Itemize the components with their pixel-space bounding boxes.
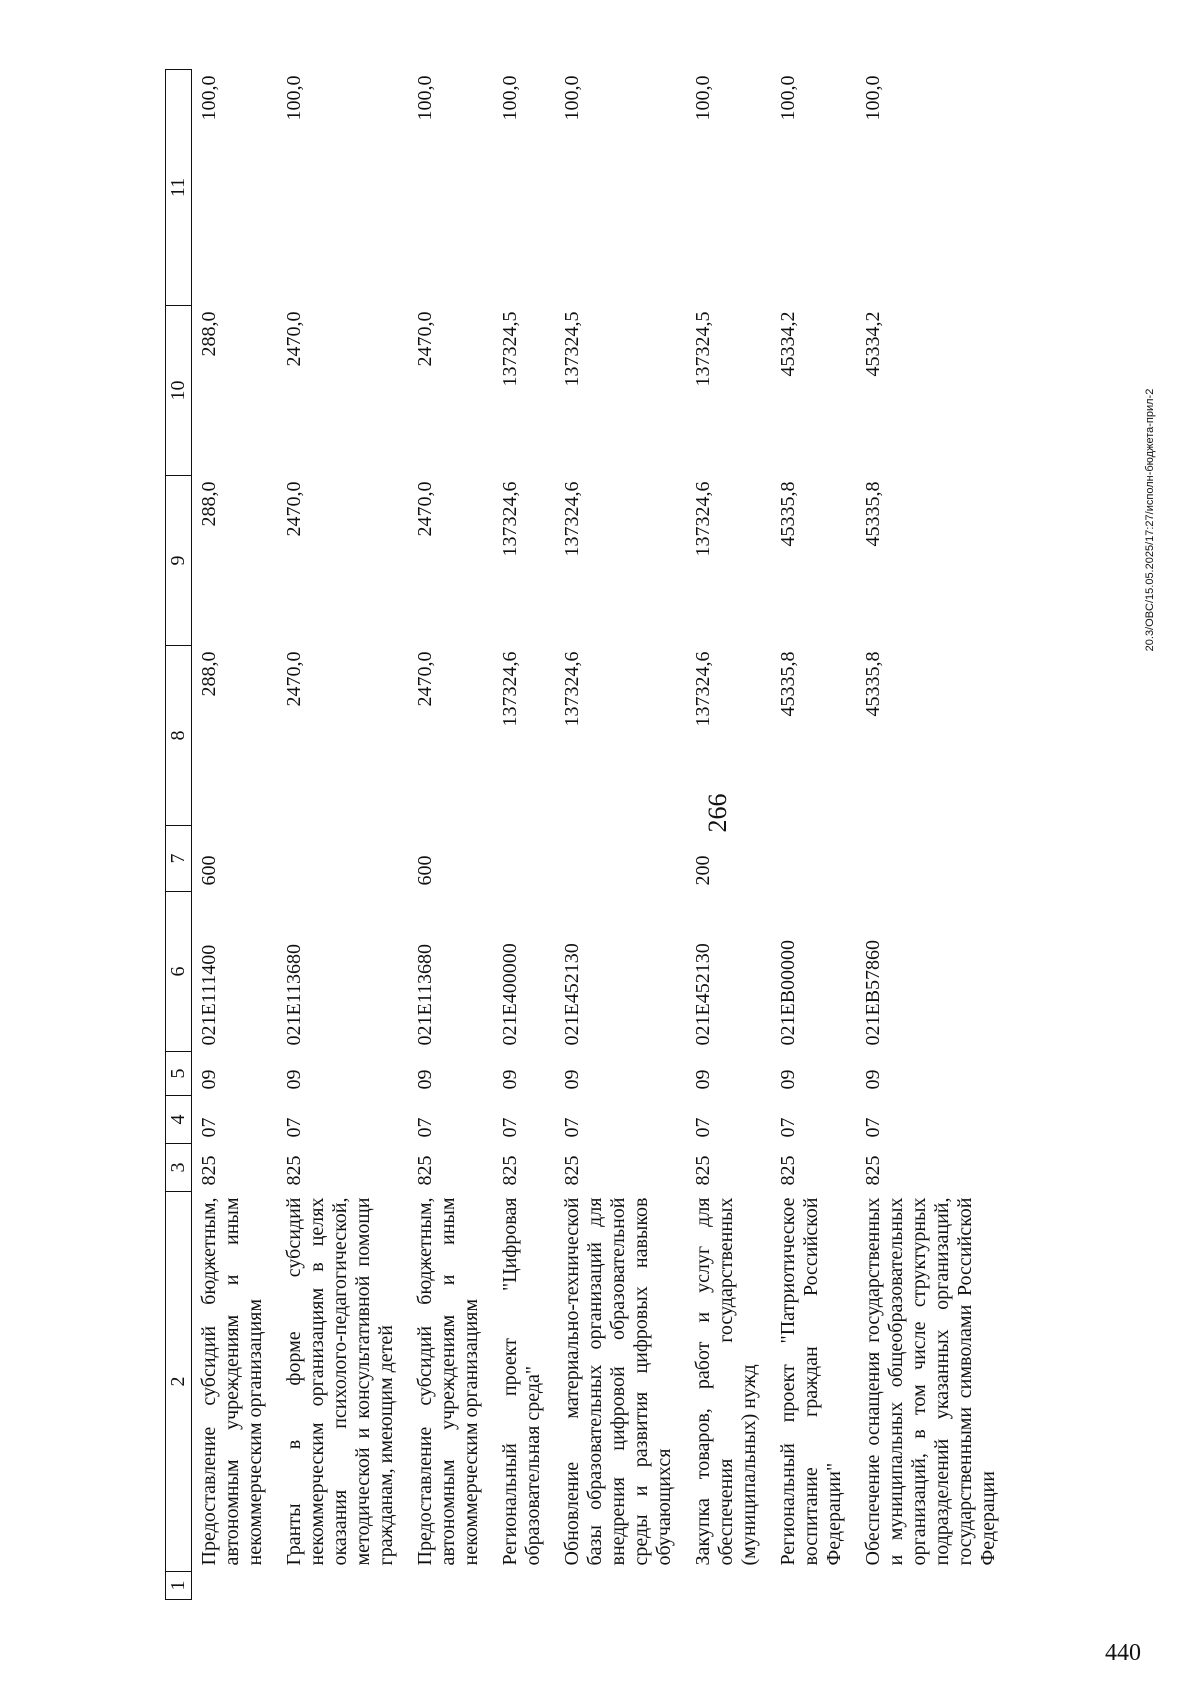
cell-col6: 021E113680 — [414, 944, 436, 1046]
cell-col7: 200 — [692, 855, 714, 886]
header-cell: 2 — [166, 1192, 192, 1572]
cell-col4: 07 — [777, 1117, 799, 1138]
cell-col11: 100,0 — [283, 75, 305, 121]
cell-col11: 100,0 — [692, 75, 714, 121]
cell-col11: 100,0 — [198, 75, 220, 121]
cell-col6: 021E400000 — [499, 943, 521, 1046]
row-description: Предоставление субсидий бюджетным, автономным учреждениям и иным некоммерческим организациям — [198, 1197, 266, 1566]
cell-col11: 100,0 — [777, 75, 799, 121]
row-description: Обеспечение оснащения государственных и муниципальных общеобразовательных организаций, в том числе структурных подразделений указанных организаций, государственными символами Российской Федерации — [862, 1197, 999, 1566]
cell-col5: 09 — [692, 1069, 714, 1090]
cell-col7 — [856, 826, 1010, 892]
cell-col7: 600 — [414, 855, 436, 886]
cell-col11: 100,0 — [499, 75, 521, 121]
cell-col10: 137324,5 — [561, 311, 583, 387]
table-row — [493, 70, 555, 1600]
table-row — [555, 70, 686, 1600]
cell-col5: 09 — [283, 1069, 305, 1090]
header-cell: 8 — [166, 646, 192, 826]
cell-col10: 2470,0 — [283, 311, 305, 367]
cell-col3: 825 — [198, 1155, 220, 1186]
header-cell: 7 — [166, 826, 192, 892]
budget-table-rotated — [165, 70, 999, 1600]
document-footer-code: 20.3/OBC/15.05.2025/17:27/исполн-бюджета-прил-2 — [1144, 388, 1156, 652]
header-cell: 10 — [166, 306, 192, 476]
cell-col4: 07 — [561, 1117, 583, 1138]
header-cell: 11 — [166, 70, 192, 306]
cell-col8: 137324,6 — [692, 651, 714, 727]
cell-col4: 07 — [414, 1117, 436, 1138]
cell-col7: 600 — [198, 855, 220, 886]
cell-col6: 021E452130 — [692, 943, 714, 1046]
cell-col6: 021EB00000 — [777, 939, 799, 1046]
cell-col4: 07 — [862, 1117, 884, 1138]
cell-col8: 2470,0 — [283, 651, 305, 707]
cell-col9: 45335,8 — [862, 481, 884, 547]
cell-col3: 825 — [283, 1155, 305, 1186]
header-cell: 6 — [166, 892, 192, 1052]
cell-col8: 2470,0 — [414, 651, 436, 707]
cell-col7 — [555, 826, 686, 892]
row-description: Предоставление субсидий бюджетным, автономным учреждениям и иным некоммерческим организациям — [414, 1197, 482, 1566]
cell-col7 — [771, 826, 856, 892]
cell-col9: 2470,0 — [414, 481, 436, 537]
cell-col8: 137324,6 — [561, 651, 583, 727]
row-description: Региональный проект "Патриотическое воспитание граждан Российской Федерации" — [777, 1197, 845, 1566]
cell-col4: 07 — [198, 1117, 220, 1138]
table-row — [277, 70, 408, 1600]
row-description: Обновление материально-технической базы образовательных организаций для внедрения цифровой образовательной среды и развития цифровых навыков обучающихся — [561, 1197, 675, 1566]
cell-col11: 100,0 — [561, 75, 583, 121]
cell-col10: 2470,0 — [414, 311, 436, 367]
cell-col7 — [277, 826, 408, 892]
cell-col4: 07 — [499, 1117, 521, 1138]
cell-col9: 137324,6 — [499, 481, 521, 557]
cell-col9: 288,0 — [198, 481, 220, 527]
cell-col9: 45335,8 — [777, 481, 799, 547]
cell-col10: 45334,2 — [777, 311, 799, 377]
cell-col10: 288,0 — [198, 311, 220, 357]
row-description: Гранты в форме субсидий некоммерческим организациям в целях оказания психолого-педагогической, методической и консультативной помощи гражданам, имеющим детей — [283, 1197, 397, 1566]
cell-col10: 137324,5 — [692, 311, 714, 387]
cell-col4: 07 — [692, 1117, 714, 1138]
table-row — [771, 70, 856, 1600]
cell-col3: 825 — [777, 1155, 799, 1186]
cell-col8: 137324,6 — [499, 651, 521, 727]
table-row — [686, 70, 771, 1600]
header-cell: 3 — [166, 1144, 192, 1192]
cell-col9: 137324,6 — [561, 481, 583, 557]
cell-col6: 021E452130 — [561, 943, 583, 1046]
header-cell: 1 — [166, 1572, 192, 1600]
cell-col6: 021E113680 — [283, 944, 305, 1046]
cell-col9: 2470,0 — [283, 481, 305, 537]
cell-col8: 288,0 — [198, 651, 220, 697]
cell-col3: 825 — [499, 1155, 521, 1186]
cell-col3: 825 — [414, 1155, 436, 1186]
cell-col11: 100,0 — [862, 75, 884, 121]
cell-col3: 825 — [862, 1155, 884, 1186]
header-cell: 4 — [166, 1096, 192, 1144]
cell-col7 — [493, 826, 555, 892]
row-description: Региональный проект "Цифровая образовательная среда" — [499, 1197, 544, 1566]
header-cell: 5 — [166, 1052, 192, 1096]
cell-col6: 021E111400 — [198, 944, 220, 1046]
row-description: Закупка товаров, работ и услуг для обеспечения государственных (муниципальных) нужд — [692, 1197, 760, 1566]
cell-col5: 09 — [414, 1069, 436, 1090]
cell-col11: 100,0 — [414, 75, 436, 121]
table-header-row — [166, 70, 192, 1600]
cell-col3: 825 — [692, 1155, 714, 1186]
cell-col9: 137324,6 — [692, 481, 714, 557]
cell-col5: 09 — [499, 1069, 521, 1090]
cell-col5: 09 — [777, 1069, 799, 1090]
cell-col8: 45335,8 — [862, 651, 884, 717]
table-row — [192, 70, 278, 1600]
page-number-top: 266 — [703, 793, 732, 833]
cell-col5: 09 — [198, 1069, 220, 1090]
cell-col5: 09 — [561, 1069, 583, 1090]
budget-table — [165, 69, 1010, 1600]
table-row — [856, 70, 1010, 1600]
cell-col10: 137324,5 — [499, 311, 521, 387]
cell-col3: 825 — [561, 1155, 583, 1186]
page-number-bottom: 440 — [1105, 1640, 1141, 1666]
cell-col6: 021EB57860 — [862, 939, 884, 1046]
table-row — [408, 70, 493, 1600]
header-cell: 9 — [166, 476, 192, 646]
cell-col8: 45335,8 — [777, 651, 799, 717]
cell-col5: 09 — [862, 1069, 884, 1090]
cell-col10: 45334,2 — [862, 311, 884, 377]
cell-col4: 07 — [283, 1117, 305, 1138]
